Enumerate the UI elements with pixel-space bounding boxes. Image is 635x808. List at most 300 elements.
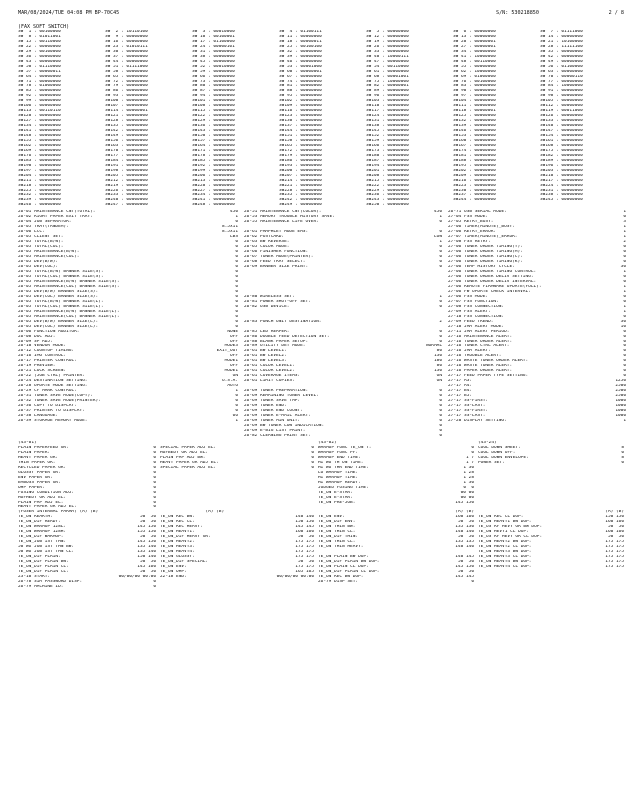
setting-value: 0 bbox=[235, 319, 238, 324]
soft-switch-value: SW153 : 00000000 bbox=[453, 134, 496, 139]
setting-value: 145 150 bbox=[455, 500, 474, 505]
setting-value: 0 bbox=[439, 414, 442, 419]
setting-label: TE_UN REC HEAVY: bbox=[160, 525, 203, 530]
setting-label: 26-31 TONER SAVE MODE(COPY): bbox=[18, 394, 93, 399]
soft-switch-value: SW196 : 00000000 bbox=[540, 163, 583, 168]
setting-value: 2500 bbox=[615, 394, 626, 399]
soft-switch-value: SW176 : 00000000 bbox=[18, 153, 61, 158]
soft-switch-value: SW 72 : 00000000 bbox=[105, 79, 148, 84]
soft-switch-value: SW 2 : 10110100 bbox=[105, 30, 148, 34]
soft-switch-value: SW155 : 00000000 bbox=[18, 138, 61, 143]
setting-label: (43-02) bbox=[318, 440, 337, 445]
soft-switch-value: SW181 : 00000000 bbox=[453, 153, 496, 158]
setting-label: TE_UN WARMUP 128L: bbox=[18, 525, 67, 530]
setting-value: 0 bbox=[235, 274, 238, 279]
setting-label: 26-05 MAINTENANCE(B/W) BANNER SIZE(S): bbox=[18, 279, 120, 284]
setting-label: 26-05 DEV(B/W) BANNER SIZE(L): bbox=[18, 319, 99, 324]
setting-value: 0 bbox=[623, 215, 626, 220]
soft-switch-value: SW166 : 00000000 bbox=[366, 143, 409, 148]
setting-label: 27-09 FSS ALERT: bbox=[448, 309, 491, 314]
soft-switch-value: SW164 : 00000000 bbox=[192, 143, 235, 148]
setting-value: 160 160 bbox=[605, 530, 624, 535]
soft-switch-value: SW126 : 00000000 bbox=[540, 114, 583, 119]
soft-switch-value: SW172 : 00000000 bbox=[279, 148, 322, 153]
setting-value: U.S.A. bbox=[221, 379, 238, 384]
soft-switch-value: SW228 : 00000000 bbox=[279, 188, 322, 193]
setting-label: 26-69 TONER PREPARATION: bbox=[244, 389, 309, 394]
setting-value: MODE1 bbox=[224, 369, 238, 374]
soft-switch-value: SW147 : 00000000 bbox=[540, 129, 583, 134]
soft-switch-value: SW105 : 00000000 bbox=[540, 99, 583, 104]
setting-label: 26-61 LIMIT COPIES: bbox=[244, 379, 295, 384]
setting-value: 1 bbox=[439, 240, 442, 245]
soft-switch-value: SW 50 : 01110000 bbox=[18, 64, 61, 69]
soft-switch-value: SW 16 : 00000000 bbox=[105, 39, 148, 44]
setting-value: 0 bbox=[235, 409, 238, 414]
soft-switch-value: SW 64 : 00000000 bbox=[18, 74, 61, 79]
setting-value: 0 bbox=[235, 279, 238, 284]
setting-value: 145 150 bbox=[137, 540, 156, 545]
soft-switch-value: SW148 : 00000000 bbox=[18, 134, 61, 139]
setting-value: 145 160 bbox=[137, 565, 156, 570]
soft-switch-value: SW210 : 00000000 bbox=[540, 173, 583, 178]
setting-label: WARMUP END TIME: bbox=[318, 455, 361, 460]
soft-switch-value: SW233 : 00000000 bbox=[105, 193, 148, 198]
soft-switch-value: SW 98 : 00000000 bbox=[540, 94, 583, 99]
setting-label: TE_UN E-STAR: bbox=[318, 495, 353, 500]
soft-switch-value: SW 35 : 00000000 bbox=[540, 49, 583, 54]
soft-switch-value: SW124 : 00000000 bbox=[366, 114, 409, 119]
soft-switch-value: SW 29 : 00100000 bbox=[18, 49, 61, 54]
soft-switch-value: SW163 : 00000000 bbox=[105, 143, 148, 148]
soft-switch-value: SW 5 : 00000000 bbox=[366, 30, 409, 34]
soft-switch-value: SW185 : 00000000 bbox=[192, 158, 235, 163]
setting-label: 27-08 FSS CONNECTION: bbox=[448, 304, 505, 309]
soft-switch-value: SW121 : 00000000 bbox=[105, 114, 148, 119]
setting-label: 27-16 MAINTENANCE ALERT: bbox=[448, 334, 513, 339]
setting-label: 26-69 TONER END COUNT: bbox=[244, 409, 303, 414]
setting-label: 26-39 STORAGE MEMORY MODE: bbox=[18, 419, 88, 423]
soft-switch-value: SW135 : 00000000 bbox=[105, 124, 148, 129]
setting-value: 130 bbox=[433, 369, 442, 374]
setting-label: PLAIN PAP ADJ BW: bbox=[160, 455, 206, 460]
soft-switch-value: SW156 : 00000000 bbox=[105, 138, 148, 143]
setting-label: WARMUP FUNC PF: bbox=[318, 450, 359, 455]
soft-switch-value: SW168 : 00000000 bbox=[540, 143, 583, 148]
setting-label: 27-17 A4: bbox=[448, 384, 473, 389]
setting-label: GLOSSY PAPER GR: bbox=[18, 470, 61, 475]
soft-switch-value: SW 17 : 01100000 bbox=[192, 39, 235, 44]
setting-value: 0 bbox=[311, 450, 314, 455]
setting-label: 27-06 TONER ORDER DELIV INTERVAL: bbox=[448, 279, 537, 284]
setting-label: 50 WU JOB IST THN CL: bbox=[18, 550, 75, 555]
setting-label: 26-24 DESTINATION SETTING: bbox=[18, 379, 88, 384]
setting-value: 0 bbox=[623, 279, 626, 284]
soft-switch-value: SW 84 : 10000000 bbox=[540, 84, 583, 89]
soft-switch-value: SW207 : 00000000 bbox=[279, 173, 322, 178]
setting-value: 0 bbox=[439, 409, 442, 414]
soft-switch-value: SW244 : 00000000 bbox=[453, 198, 496, 203]
setting-value: 1 bbox=[439, 215, 442, 220]
setting-label: 27-06 RETRY_ERROR: bbox=[448, 230, 497, 235]
soft-switch-value: SW201 : 00000000 bbox=[366, 168, 409, 173]
soft-switch-value: SW219 : 00000000 bbox=[105, 183, 148, 188]
soft-switch-value: SW123 : 00000000 bbox=[279, 114, 322, 119]
setting-value: 0 bbox=[439, 230, 442, 235]
setting-value: 1 bbox=[623, 309, 626, 314]
soft-switch-value: SW231 : 00000000 bbox=[540, 188, 583, 193]
setting-label: 26-37 PRINTER TO DISPLAY: bbox=[18, 409, 85, 414]
soft-switch-value: SW 69 : 01000000 bbox=[453, 74, 496, 79]
setting-label: TE_UN THIN BW: bbox=[318, 525, 356, 530]
setting-label: TE_UN REC CL: bbox=[160, 520, 195, 525]
soft-switch-value: SW215 : 00000000 bbox=[366, 178, 409, 183]
setting-label: HEAVY PAPER GR: bbox=[18, 455, 59, 460]
setting-value: 0 bbox=[235, 394, 238, 399]
setting-value: 0 bbox=[623, 344, 626, 349]
setting-label: TE_UN_DIF PLAIN BW DUP: bbox=[318, 560, 380, 565]
setting-value: 175 175 bbox=[295, 540, 314, 545]
setting-value: MODE1 bbox=[224, 359, 238, 364]
setting-value: OFF bbox=[229, 364, 238, 369]
setting-value: 145 150 bbox=[137, 525, 156, 530]
soft-switch-value: SW 54 : 00110000 bbox=[366, 64, 409, 69]
setting-label: HUFHEDY GR ADJ EL: bbox=[18, 495, 67, 500]
soft-switch-value: SW188 : 00000000 bbox=[453, 158, 496, 163]
setting-value: 0 bbox=[623, 354, 626, 359]
soft-switch-value: SW 65 : 00000000 bbox=[105, 74, 148, 79]
soft-switch-value: SW146 : 00000000 bbox=[453, 129, 496, 134]
setting-label: 27-17 SS-LAST: bbox=[448, 414, 486, 419]
setting-label: JUDGED FUSING TIME: bbox=[318, 485, 369, 490]
setting-label: PLAIN PAPER: bbox=[18, 450, 51, 455]
setting-row bbox=[160, 585, 316, 590]
setting-label: 26-05 DEV(COL) BANNER SIZE(L): bbox=[18, 324, 99, 329]
setting-label: 26-67 TONER MODE(PRINTER): bbox=[244, 255, 314, 260]
soft-switch-value: SW189 : 00000000 bbox=[540, 158, 583, 163]
soft-switch-value: SW183 : 00000000 bbox=[18, 158, 61, 163]
setting-label: OHP PAPER: bbox=[18, 485, 45, 490]
soft-switch-value: SW 39 : 00000000 bbox=[279, 54, 322, 59]
setting-value: 150 140 bbox=[137, 555, 156, 560]
setting-label: 26-22 [JOB CTRL] PRINTER: bbox=[18, 374, 85, 379]
setting-value: 0 bbox=[235, 250, 238, 255]
settings-column-1 bbox=[18, 210, 240, 439]
soft-switch-value: SW108 : 00000000 bbox=[192, 104, 235, 109]
setting-label: TE_UN_DIF READY: bbox=[18, 520, 61, 525]
setting-label: 27-16 TONER CTRL ALERT: bbox=[448, 344, 510, 349]
setting-label: 26-69 TONER MIN UNIT: bbox=[244, 419, 301, 423]
setting-value: 0 bbox=[623, 274, 626, 279]
setting-label: 26-79 MACHINE ID: bbox=[18, 584, 64, 589]
setting-label: 26-29 CF MARK CONTROL: bbox=[18, 389, 77, 394]
setting-label: 26-05 DEV(B/W) BANNER SIZE(S): bbox=[18, 289, 99, 294]
setting-label: 27-20 DISPLAY SETTING: bbox=[448, 419, 507, 423]
setting-value: 0 bbox=[235, 220, 238, 225]
setting-label: TE_UN HEAVY1: bbox=[160, 530, 195, 535]
setting-value: 175 175 bbox=[605, 545, 624, 550]
soft-switch-value: SW248 : 00000000 bbox=[192, 203, 235, 208]
soft-switch-value: SW110 : 00000000 bbox=[366, 104, 409, 109]
setting-value: 1 7 bbox=[465, 460, 474, 465]
setting-label: TE_US RF HEVY GR CL DUP: bbox=[478, 535, 543, 540]
soft-switch-value: SW136 : 00000000 bbox=[192, 124, 235, 129]
soft-switch-value: SW224 : 00000000 bbox=[540, 183, 583, 188]
setting-value: 1 30 bbox=[463, 465, 474, 470]
setting-label: 27-17 A3: bbox=[448, 379, 473, 384]
setting-label: 26-02 RIGHT PAPER EXIT TRAY: bbox=[18, 215, 93, 220]
setting-label: TE_UN E-STAR: bbox=[318, 490, 353, 495]
setting-value: 0 bbox=[153, 495, 156, 500]
setting-value: 0 bbox=[439, 255, 442, 260]
setting-label: 26-05 TOTAL(COL) BANNER SIZE(L): bbox=[18, 304, 104, 309]
setting-value: 00/00/00 00:00 bbox=[276, 575, 314, 580]
soft-switch-value: SW209 : 00000000 bbox=[453, 173, 496, 178]
setting-label: TE_UN REC BW: bbox=[160, 515, 195, 520]
soft-switch-value: SW106 : 00000000 bbox=[18, 104, 61, 109]
soft-switch-value: SW245 : 00000000 bbox=[540, 198, 583, 203]
service-report-page bbox=[18, 8, 624, 590]
setting-value: 0 bbox=[623, 260, 626, 264]
setting-value: 155 150 bbox=[137, 530, 156, 535]
setting-value: 1250 bbox=[615, 379, 626, 384]
soft-switch-value: SW140 : 00000000 bbox=[540, 124, 583, 129]
setting-value: 450 bbox=[433, 210, 442, 215]
soft-switch-value: SW134 : 00000000 bbox=[18, 124, 61, 129]
soft-switch-value: SW205 : 00000000 bbox=[105, 173, 148, 178]
soft-switch-value: SW 8 : 01011001 bbox=[18, 34, 61, 39]
fax-soft-switch-grid bbox=[18, 30, 624, 208]
setting-value: 0 bbox=[439, 339, 442, 344]
setting-label: 27-07 FSS FUNCTION: bbox=[448, 299, 499, 304]
setting-label: 27-17 B5: bbox=[448, 394, 473, 399]
setting-label: TE_UN_JOB IST THN: bbox=[18, 540, 67, 545]
soft-switch-value: SW178 : 00000000 bbox=[192, 153, 235, 158]
setting-label: 26-69 BANNER SIZE PRINT: bbox=[244, 264, 309, 269]
soft-switch-value: SW217 : 00000000 bbox=[540, 178, 583, 183]
setting-value: 1 bbox=[623, 230, 626, 235]
soft-switch-value: SW 82 : 00000001 bbox=[366, 84, 409, 89]
fax-soft-switch-title: (FAX SOFT SWITCH) bbox=[18, 24, 70, 30]
setting-label: 26-05 TOTAL(B/W): bbox=[18, 240, 64, 245]
soft-switch-value: SW 85 : 00000000 bbox=[18, 89, 61, 94]
soft-switch-value: SW 32 : 00000000 bbox=[279, 49, 322, 54]
setting-value: 50 50 bbox=[297, 560, 314, 565]
soft-switch-value: SW 62 : 10000000 bbox=[453, 69, 496, 74]
soft-switch-value: SW 66 : 00000000 bbox=[192, 74, 235, 79]
setting-label: TE_UN_DIF PLAIN CL: bbox=[18, 570, 69, 575]
setting-value: 2500 bbox=[615, 384, 626, 389]
setting-value: 1 30 bbox=[463, 480, 474, 485]
setting-value: 0 bbox=[623, 294, 626, 299]
setting-value: 1000 bbox=[615, 399, 626, 404]
setting-value: 180 bbox=[433, 359, 442, 364]
setting-value: (A) (B) bbox=[455, 510, 474, 515]
soft-switch-value: SW 88 : 00000000 bbox=[279, 89, 322, 94]
soft-switch-value: SW191 : 00000000 bbox=[105, 163, 148, 168]
soft-switch-value: SW117 : 00000000 bbox=[366, 109, 409, 114]
setting-label: 26-05 MAINTENANCE(COL): bbox=[18, 255, 80, 260]
setting-value: ON bbox=[436, 379, 442, 384]
setting-label: 26-89 UTILITY DET MODE: bbox=[244, 344, 306, 349]
soft-switch-value: SW116 : 00000000 bbox=[279, 109, 322, 114]
setting-label: 27-06 TONER ORDER TIMING(K): bbox=[448, 260, 523, 264]
soft-switch-value: SW 33 : 00000000 bbox=[366, 49, 409, 54]
setting-label: LO WARMUP TIME: bbox=[318, 470, 359, 475]
soft-switch-value: SW127 : 00000000 bbox=[18, 119, 61, 124]
soft-switch-value: SW 40 : 10000111 bbox=[366, 54, 409, 59]
setting-value: NORMAL bbox=[425, 344, 442, 349]
setting-value: 50 50 bbox=[607, 525, 624, 530]
soft-switch-value: SW177 : 00000000 bbox=[105, 153, 148, 158]
soft-switch-value: SW170 : 00000000 bbox=[105, 148, 148, 153]
setting-label: 26-32 TONER SAVE MODE(PRINTER): bbox=[18, 399, 101, 404]
setting-label: 26-05 CLIENT SET: bbox=[18, 235, 64, 240]
setting-label: TE_UN_DIF WARMUP: bbox=[18, 535, 64, 540]
setting-label: 23-10 START: bbox=[18, 575, 51, 580]
soft-switch-value: SW235 : 00000000 bbox=[279, 193, 322, 198]
setting-value: 0 bbox=[235, 294, 238, 299]
setting-label: 27-09 FEED TREND: bbox=[448, 319, 494, 324]
soft-switch-value: SW 48 : 00110000 bbox=[453, 59, 496, 64]
soft-switch-value: SW229 : 00000000 bbox=[366, 188, 409, 193]
setting-label: 26-79 DISP SET: bbox=[318, 580, 359, 584]
soft-switch-value: SW 70 : 00000110 bbox=[540, 74, 583, 79]
setting-label: 26-55 MAINTENANCE LIFE OVER: bbox=[244, 220, 319, 225]
soft-switch-value: SW239 : 00000000 bbox=[18, 198, 61, 203]
soft-switch-value: SW 51 : 01111000 bbox=[105, 64, 148, 69]
soft-switch-value: SW 1 : 00100000 bbox=[18, 30, 61, 34]
setting-value: 0 bbox=[153, 445, 156, 450]
setting-label: COOL DOWN SHEET: bbox=[478, 445, 521, 450]
setting-label: TE_UN REARTH: bbox=[18, 515, 53, 520]
setting-value: 0 bbox=[153, 580, 156, 584]
setting-label: 26-38 LANGUAGE: bbox=[18, 414, 59, 419]
setting-value: 50 50 bbox=[139, 560, 156, 565]
setting-value: 0 bbox=[311, 445, 314, 450]
setting-value: 140 140 bbox=[455, 545, 474, 550]
setting-label: TE_UN_DIF PLAIN CL DUP: bbox=[318, 570, 380, 575]
soft-switch-value: SW138 : 00000000 bbox=[366, 124, 409, 129]
setting-value: 0 bbox=[621, 450, 624, 455]
setting-value: 1 7 bbox=[465, 455, 474, 460]
soft-switch-value: SW 46 : 00000000 bbox=[279, 59, 322, 64]
setting-label: RECYCLED PAPER GR: bbox=[18, 465, 67, 470]
soft-switch-value: SW226 : 00000000 bbox=[105, 188, 148, 193]
setting-label: 26-53 MEMORY TROUBLE HISTORY SAVE: bbox=[244, 215, 335, 220]
soft-switch-value: SW198 : 00000000 bbox=[105, 168, 148, 173]
soft-switch-value: SW150 : 00000000 bbox=[192, 134, 235, 139]
setting-label: TE_UN_DIF SPECIAL: bbox=[160, 560, 209, 565]
soft-switch-value: SW101 : 00000000 bbox=[192, 99, 235, 104]
soft-switch-value: SW129 : 00000000 bbox=[192, 119, 235, 124]
setting-value: 2500 bbox=[615, 389, 626, 394]
soft-switch-value: SW249 : 00000000 bbox=[279, 203, 322, 208]
soft-switch-value: SW 22 : 00000000 bbox=[18, 44, 61, 49]
soft-switch-value: SW152 : 00000000 bbox=[366, 134, 409, 139]
setting-value: 50 50 bbox=[139, 570, 156, 575]
setting-value: 1 28 bbox=[463, 470, 474, 475]
setting-value: 0 bbox=[235, 255, 238, 260]
header-datetime-model: MAR/08/2024/TUE 04:08 PM BP-70C45 bbox=[18, 10, 120, 16]
soft-switch-value: SW200 : 00000000 bbox=[279, 168, 322, 173]
setting-label: TE_US RF HEVY GR BW DUP: bbox=[478, 525, 543, 530]
setting-label: TE_UN THIN HEAVY: bbox=[318, 545, 364, 550]
settings-section bbox=[18, 210, 624, 439]
setting-value: 175 175 bbox=[295, 555, 314, 560]
setting-value: 0 bbox=[235, 284, 238, 289]
setting-value: 30 bbox=[620, 264, 626, 269]
soft-switch-value: SW195 : 00000000 bbox=[453, 163, 496, 168]
setting-value bbox=[624, 585, 626, 590]
setting-label: 26-06 LCC: bbox=[18, 230, 45, 235]
setting-label: HI WARMUP TIME: bbox=[318, 475, 359, 480]
setting-value: 175 175 bbox=[605, 550, 624, 555]
setting-label: 26-51 MAINTENANCE CNT(COLOR): bbox=[244, 210, 322, 215]
setting-value: 0 bbox=[235, 304, 238, 309]
setting-label: 27-10 JAM ALERT MODE: bbox=[448, 324, 505, 329]
setting-label: POWER SET: bbox=[478, 460, 505, 465]
setting-label: 26-28 UPDATE MODE SETTING: bbox=[18, 384, 88, 389]
soft-switch-value: SW109 : 00000000 bbox=[279, 104, 322, 109]
soft-switch-value: SW149 : 00000000 bbox=[105, 134, 148, 139]
soft-switch-value: SW165 : 00000000 bbox=[279, 143, 322, 148]
setting-value: 50 50 bbox=[607, 535, 624, 540]
setting-value: 175 175 bbox=[295, 550, 314, 555]
setting-value: 00/00/00 00:00 bbox=[118, 575, 156, 580]
soft-switch-value: SW 19 : 00000000 bbox=[366, 39, 409, 44]
soft-switch-value: SW 86 : 00000000 bbox=[105, 89, 148, 94]
setting-label: 27-06 FW UPDATE CHECK INTERVAL: bbox=[448, 289, 531, 294]
setting-value: 0 bbox=[623, 255, 626, 260]
soft-switch-value: SW242 : 00000000 bbox=[279, 198, 322, 203]
soft-switch-value: SW158 : 00000000 bbox=[279, 138, 322, 143]
soft-switch-value: SW 74 : 00000000 bbox=[279, 79, 322, 84]
setting-label: 26-61 COVERAGE ITEMS: bbox=[244, 374, 301, 379]
soft-switch-value: SW 79 : 00000000 bbox=[105, 84, 148, 89]
setting-label: TE_UN_DIF PLAIN BW: bbox=[18, 560, 69, 565]
setting-label: THIN PAPER GR: bbox=[18, 460, 56, 465]
setting-label: TE_UN HEAVY2: bbox=[160, 540, 195, 545]
setting-label: 26-01 MAINTENANCE CNT(TOTAL): bbox=[18, 210, 96, 215]
soft-switch-value: SW 89 : 00000000 bbox=[366, 89, 409, 94]
setting-label: 27-16 TONER ORDER ALERT: bbox=[448, 339, 513, 344]
setting-label: TE_UN PLAIN BW DUP: bbox=[318, 555, 369, 560]
setting-label: 27-06 TONER ORDER DELIV SETTING: bbox=[448, 274, 534, 279]
setting-value: ON bbox=[232, 374, 238, 379]
setting-value: 175 175 bbox=[605, 540, 624, 545]
setting-label: TE_UN HEAVY4: bbox=[160, 550, 195, 555]
setting-row bbox=[18, 585, 158, 590]
setting-label: SPECIAL PAPER ADJ EL: bbox=[160, 445, 217, 450]
setting-label: 27-06 TONER ORDER TIMING(Y): bbox=[448, 245, 523, 250]
soft-switch-value: SW221 : 00000000 bbox=[279, 183, 322, 188]
setting-value: 0 bbox=[623, 329, 626, 334]
soft-switch-value: SW154 : 00000000 bbox=[540, 134, 583, 139]
setting-label: TE_UN_DIF PLAIN CL: bbox=[18, 565, 69, 570]
soft-switch-value: SW167 : 00000000 bbox=[453, 143, 496, 148]
setting-value: 0 bbox=[235, 260, 238, 264]
setting-label: TE_UN_DIF ENV: bbox=[318, 520, 356, 525]
soft-switch-value: SW 13 : 00000000 bbox=[453, 34, 496, 39]
setting-label: 26-62 POSTCARD: bbox=[244, 235, 285, 240]
setting-value: 0 bbox=[235, 324, 238, 329]
setting-value: 165 165 bbox=[295, 570, 314, 575]
setting-value: 50 50 bbox=[457, 560, 474, 565]
setting-label: 26-69 TONER E-MAIL ALERT: bbox=[244, 414, 311, 419]
setting-value: 175 175 bbox=[295, 565, 314, 570]
soft-switch-value: SW214 : 00000000 bbox=[279, 178, 322, 183]
